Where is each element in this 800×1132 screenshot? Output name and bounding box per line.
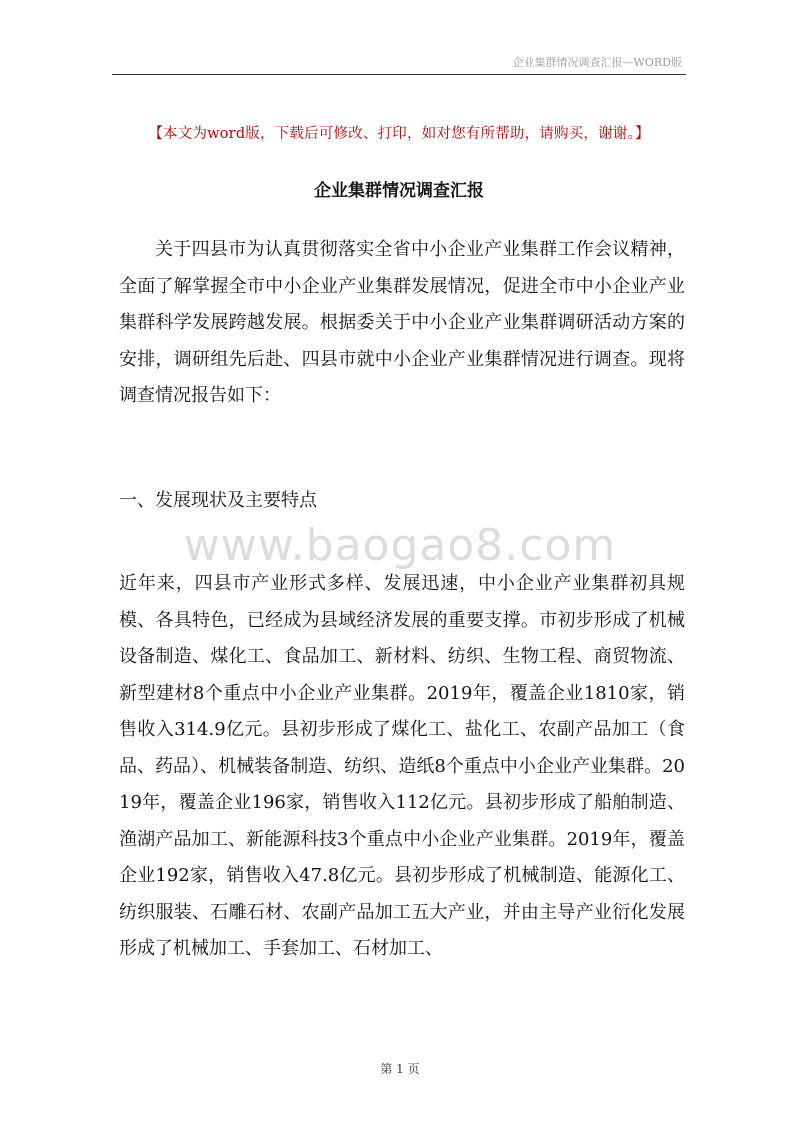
running-header: 企业集群情况调查汇报—WORD版 bbox=[512, 56, 682, 69]
section-heading: 一、发展现状及主要特点 bbox=[119, 490, 317, 511]
page-number: 第 1 页 bbox=[380, 1062, 420, 1076]
watermark: www.baogao8.com bbox=[183, 520, 617, 571]
purchase-notice: 【本文为word版，下载后可修改、打印，如对您有所帮助，请购买，谢谢。】 bbox=[148, 126, 650, 142]
intro-paragraph: 关于四县市为认真贯彻落实全省中小企业产业集群工作会议精神，全面了解掌握全市中小企业产业集群发展情况，促进全市中小企业产业集群科学发展跨越发展。根据委关于中小企业产业集群调研活动方案的安排，调研组先后赴、四县市就中小企业产业集群情况进行调查。现将调查情况报告如下： bbox=[119, 239, 685, 406]
document-title: 企业集群情况调查汇报 bbox=[314, 181, 484, 201]
section-paragraph: 近年来，四县市产业形式多样、发展迅速，中小企业产业集群初具规模、各具特色，已经成为县域经济发展的重要支撑。市初步形成了机械设备制造、煤化工、食品加工、新材料、纺织、生物工程、商贸物流、新型建材8个重点中小企业产业集群。2019年，覆盖企业1810家，销售收入314.9亿元。县初步形成了煤化工、盐化工、农副产品加工（食品、药品）、机械装备制造、纺织、造纸8个重点中小企业产业集群。2019年，覆盖企业196家，销售收入112亿元。县初步形成了船舶制造、渔湖产品加工、新能源科技3个重点中小企业产业集群。2019年，覆盖企业192家，销售收入47.8亿元。县初步形成了机械制造、能源化工、纺织服装、石雕石材、农副产品加工五大产业，并由主导产业衍化发展形成了机械加工、手套加工、石材加工、 bbox=[119, 573, 685, 959]
header-divider bbox=[112, 74, 686, 75]
